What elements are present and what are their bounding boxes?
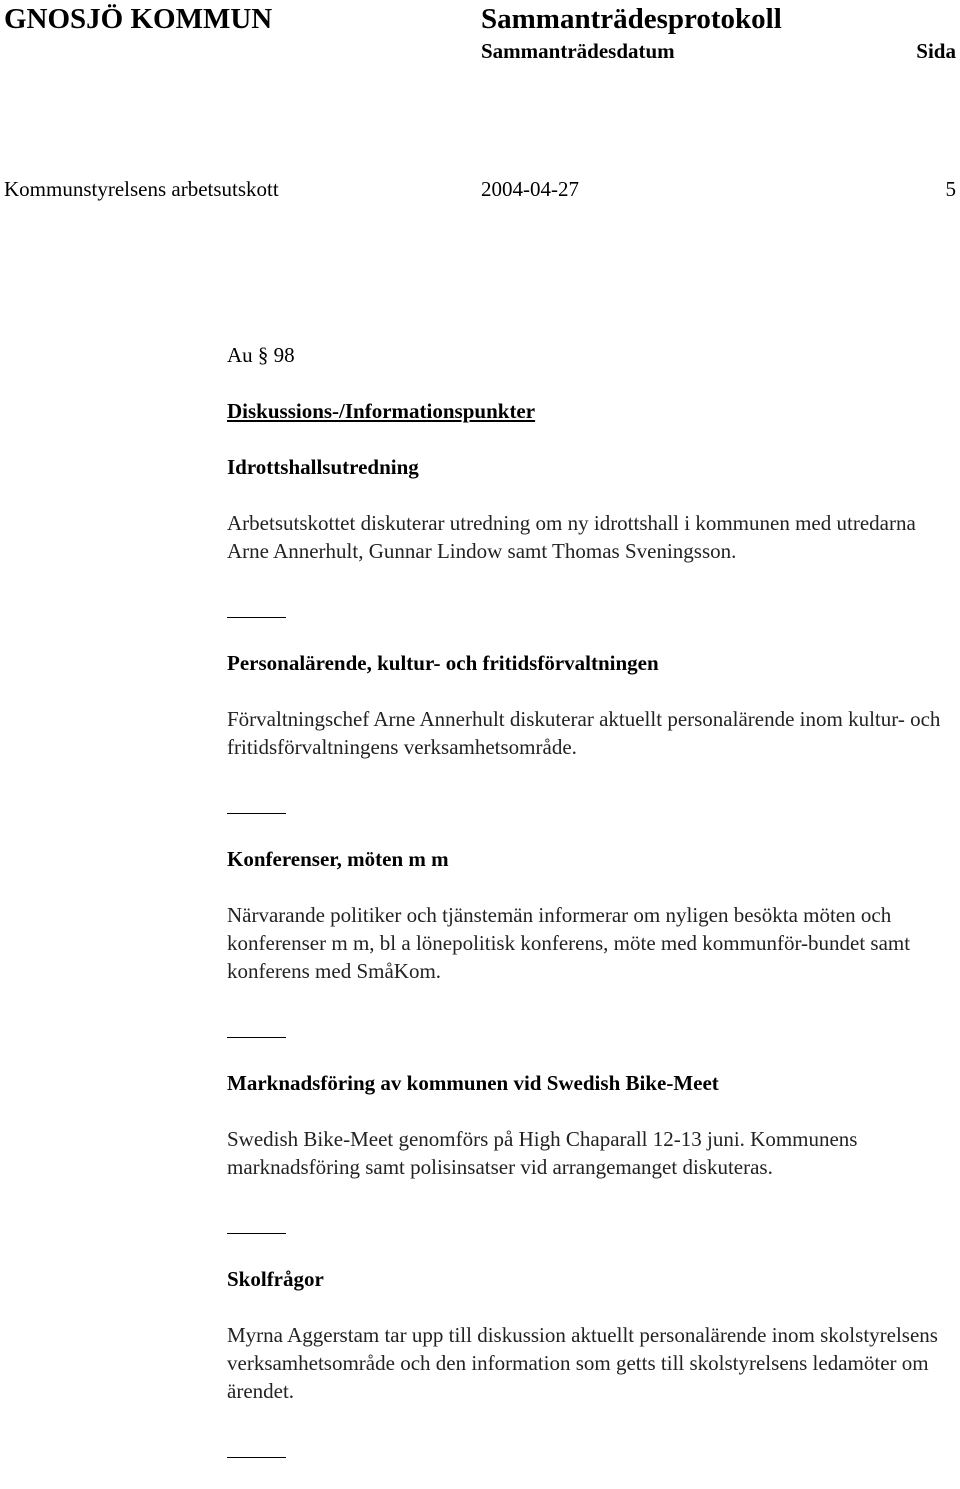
document-title: Sammanträdesprotokoll xyxy=(481,3,782,35)
item-heading: Personalärende, kultur- och fritidsförvaltningen xyxy=(227,651,659,675)
section-heading: Diskussions-/Informationspunkter xyxy=(227,399,536,423)
page-label: Sida xyxy=(916,39,956,63)
committee-name: Kommunstyrelsens arbetsutskott xyxy=(4,177,279,201)
meeting-date-label: Sammanträdesdatum xyxy=(481,39,675,63)
item-text: Närvarande politiker och tjänstemän informerar om nyligen besökta möten och konferenser m m, bl a lönepolitisk konferens, möte med kommunför-bundet samt konferens med SmåKom. xyxy=(227,903,911,983)
separator-line xyxy=(227,1209,286,1237)
item-heading: Idrottshallsutredning xyxy=(227,455,419,479)
paragraph-reference: Au § 98 xyxy=(227,343,295,367)
item-text: Förvaltningschef Arne Annerhult diskuterar aktuellt personalärende inom kultur- och fritidsförvaltningens verksamhetsområde. xyxy=(227,707,941,759)
agenda-item-conferences xyxy=(227,845,947,985)
item-text: Myrna Aggerstam tar upp till diskussion aktuellt personalärende inom skolstyrelsens verksamhetsområde och den information som getts till skolstyrelsens ledamöter om ärendet. xyxy=(227,1323,938,1403)
item-heading: Konferenser, möten m m xyxy=(227,847,449,871)
separator-line xyxy=(227,789,286,817)
item-text: Arbetsutskottet diskuterar utredning om ny idrottshall i kommunen med utredarna Arne Annerhult, Gunnar Lindow samt Thomas Sveningsson. xyxy=(227,511,916,563)
separator-line xyxy=(227,1433,286,1461)
separator-line xyxy=(227,593,286,621)
item-text: Swedish Bike-Meet genomförs på High Chaparall 12-13 juni. Kommunens marknadsföring samt polisinsatser vid arrangemanget diskuteras. xyxy=(227,1127,858,1179)
separator-line xyxy=(227,1013,286,1041)
agenda-item-bike-meet xyxy=(227,1069,947,1181)
agenda-item-school xyxy=(227,1265,947,1405)
page-number: 5 xyxy=(945,177,956,201)
item-heading: Skolfrågor xyxy=(227,1267,324,1291)
item-heading: Marknadsföring av kommunen vid Swedish Bike-Meet xyxy=(227,1071,719,1095)
agenda-item-sports-hall xyxy=(227,453,947,565)
minutes-content xyxy=(227,341,947,1489)
organization-name: GNOSJÖ KOMMUN xyxy=(4,3,273,35)
meeting-date: 2004-04-27 xyxy=(481,177,579,201)
agenda-item-personnel-culture xyxy=(227,649,947,761)
